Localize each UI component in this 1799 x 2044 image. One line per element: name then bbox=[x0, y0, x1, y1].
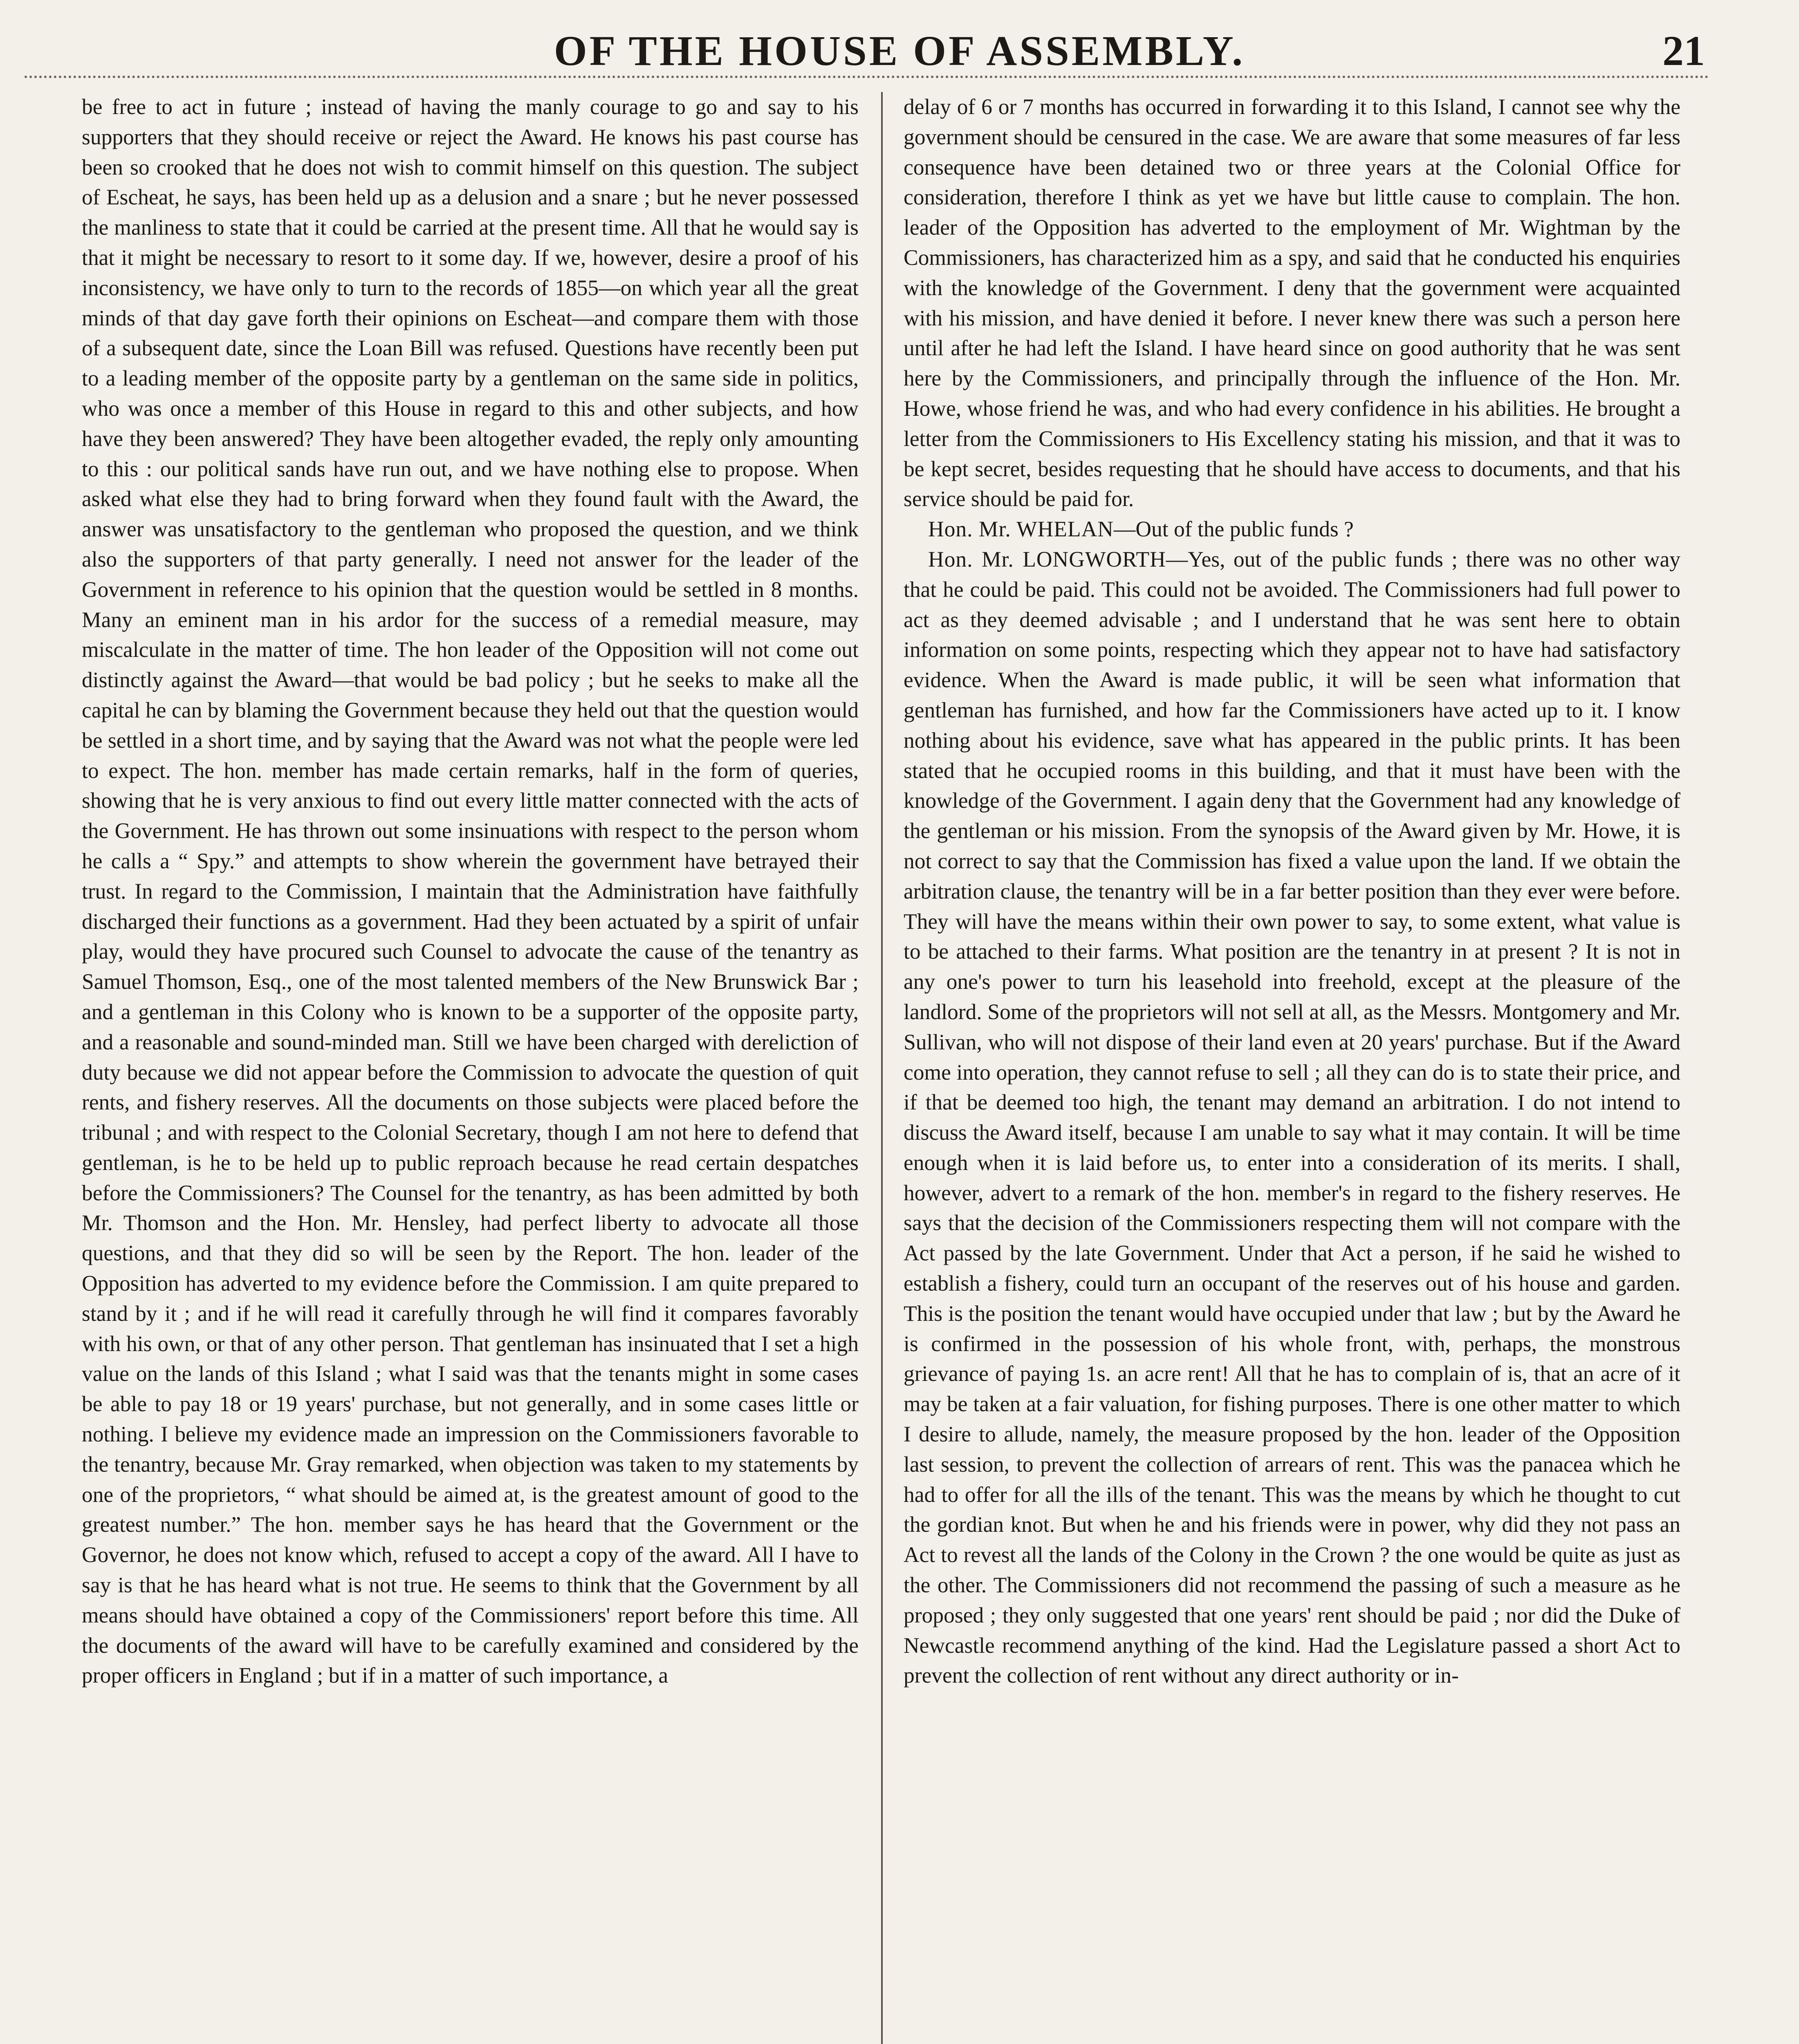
column-divider bbox=[881, 92, 883, 2044]
page-number: 21 bbox=[1662, 27, 1705, 74]
left-column bbox=[82, 92, 859, 2044]
left-paragraph-1: be free to act in future ; instead of having the manly courage to go and say to his supporters that they should receive or reject the Award. He knows his past course has been so crooked that he does not wish to commit himself on this question. The subject of Escheat, he says, has been held up as a delusion and a snare ; but he never possessed the manliness to state that it could be carried at the present time. All that he would say is that it might be necessary to resort to it some day. If we, however, desire a proof of his inconsistency, we have only to turn to the records of 1855—on which year all the great minds of that day gave forth their opinions on Escheat—and compare them with those of a subsequent date, since the Loan Bill was refused. Questions have recently been put to a leading member of the opposite party by a gentleman on the same side in politics, who was once a member of this House in regard to this and other subjects, and how have they been answered? They have been altogether evaded, the reply only amounting to this : our political sands have run out, and we have nothing else to propose. When asked what else they had to bring forward when they found fault with the Award, the answer was unsatisfactory to the gentleman who proposed the question, and we think also the supporters of that party generally. I need not answer for the leader of the Government in reference to his opinion that the question would be settled in 8 months. Many an eminent man in his ardor for the success of a remedial measure, may miscalculate in the matter of time. The hon leader of the Opposition will not come out distinctly against the Award—that would be bad policy ; but he seeks to make all the capital he can by blaming the Government because they held out that the question would be settled in a short time, and by saying that the Award was not what the people were led to expect. The hon. member has made certain remarks, half in the form of queries, showing that he is very anxious to find out every little matter connected with the acts of the Government. He has thrown out some insinuations with respect to the person whom he calls a “ Spy.” and attempts to show wherein the government have betrayed their trust. In regard to the Commission, I maintain that the Administration have faithfully discharged their functions as a government. Had they been actuated by a spirit of unfair play, would they have procured such Counsel to advocate the cause of the tenantry as Samuel Thomson, Esq., one of the most talented members of the New Brunswick Bar ; and a gentleman in this Colony who is known to be a supporter of the opposite party, and a reasonable and sound-minded man. Still we have been charged with dereliction of duty because we did not appear before the Commission to advocate the question of quit rents, and fishery reserves. All the documents on those subjects were placed before the tribunal ; and with respect to the Colonial Secretary, though I am not here to defend that gentleman, is he to be held up to public reproach because he read certain despatches before the Commissioners? The Counsel for the tenantry, as has been admitted by both Mr. Thomson and the Hon. Mr. Hensley, had perfect liberty to advocate all those questions, and that they did so will be seen by the Report. The hon. leader of the Opposition has adverted to my evidence before the Commission. I am quite prepared to stand by it ; and if he will read it carefully through he will find it compares favorably with his own, or that of any other person. That gentleman has insinuated that I set a high value on the lands of this Island ; what I said was that the tenants might in some cases be able to pay 18 or 19 years' purchase, but not generally, and in some cases little or nothing. I believe my evidence made an impression on the Commissioners favorable to the tenantry, because Mr. Gray remarked, when objection was taken to my statements by one of the proprietors, “ what should be aimed at, is the greatest amount of good to the greatest number.” The hon. member says he has heard that the Government or the Governor, he does not know which, refused to accept a copy of the award. All I have to say is that he has heard what is not true. He seems to think that the Government by all means should have obtained a copy of the Commissioners' report before this time. All the documents of the award will have to be carefully examined and considered by the proper officers in England ; but if in a matter of such importance, a bbox=[82, 94, 859, 1688]
right-paragraph-3 bbox=[904, 545, 1680, 1691]
right-paragraph-2 bbox=[904, 514, 1680, 545]
speech-text: —Out of the public funds ? bbox=[1113, 517, 1354, 542]
right-column bbox=[904, 92, 1680, 2044]
page-title: OF THE HOUSE OF ASSEMBLY. bbox=[554, 27, 1245, 74]
speech-text: —Yes, out of the public funds ; there was no other way that he could be paid. This could not be avoided. The Commissioners had full power to act as they deemed advisable ; and I understand that he was sent here to obtain information on some points, respecting which they appear not to have had satisfactory evidence. When the Award is made public, it will be seen what information that gentleman has furnished, and how far the Commissioners have acted up to it. I know nothing about his evidence, save what has appeared in the public prints. It has been stated that he occupied rooms in this building, and that it must have been with the knowledge of the Government. I again deny that the Government had any knowledge of the gentleman or his mission. From the synopsis of the Award given by Mr. Howe, it is not correct to say that the Commission has fixed a value upon the land. If we obtain the arbitration clause, the tenantry will be in a far better position than they ever were before. They will have the means within their own power to say, to some extent, what value is to be attached to their farms. What position are the tenantry in at present ? It is not in any one's power to turn his leasehold into freehold, except at the pleasure of the landlord. Some of the proprietors will not sell at all, as the Messrs. Montgomery and Mr. Sullivan, who will not dispose of their land even at 20 years' purchase. But if the Award come into operation, they cannot refuse to sell ; all they can do is to state their price, and if that be deemed too high, the tenant may demand an arbitration. I do not intend to discuss the Award itself, because I am unable to say what it may contain. It will be time enough when it is laid before us, to enter into a consideration of its merits. I shall, however, advert to a remark of the hon. member's in regard to the fishery reserves. He says that the decision of the Commissioners respecting them will not compare with the Act passed by the late Government. Under that Act a person, if he said he wished to establish a fishery, could turn an occupant of the reserves out of his house and garden. This is the position the tenant would have occupied under that law ; but by the Award he is confirmed in the possession of his whole front, with, perhaps, the monstrous grievance of paying 1s. an acre rent! All that he has to complain of is, that an acre of it may be taken at a fair valuation, for fishing purposes. There is one other matter to which I desire to allude, namely, the measure proposed by the hon. leader of the Opposition last session, to prevent the collection of arrears of rent. This was the panacea which he had to offer for all the ills of the tenant. This was the means by which he thought to cut the gordian knot. But when he and his friends were in power, why did they not pass an Act to revest all the lands of the Colony in the Crown ? the one would be quite as just as the other. The Commissioners did not recommend the passing of such a measure as he proposed ; they only suggested that one years' rent should be paid ; nor did the Duke of Newcastle recommend anything of the kind. Had the Legislature passed a short Act to prevent the collection of rent without any direct authority or in- bbox=[904, 547, 1680, 1688]
header-rule bbox=[25, 76, 1709, 78]
right-paragraph-1: delay of 6 or 7 months has occurred in forwarding it to this Island, I cannot see why the government should be censured in the case. We are aware that some measures of far less consequence have been detained two or three years at the Colonial Office for consideration, therefore I think as yet we have but little cause to complain. The hon. leader of the Opposition has adverted to the employment of Mr. Wightman by the Commissioners, has characterized him as a spy, and said that he conducted his enquiries with the knowledge of the Government. I deny that the government were acquainted with his mission, and have denied it before. I never knew there was such a person here until after he had left the Island. I have heard since on good authority that he was sent here by the Commissioners, and principally through the influence of the Hon. Mr. Howe, whose friend he was, and who had every confidence in his abilities. He brought a letter from the Commissioners to His Excellency stating his mission, and that it was to be kept secret, besides requesting that he should have access to documents, and that his service should be paid for. bbox=[904, 94, 1680, 511]
speaker-whelan: Hon. Mr. WHELAN bbox=[928, 517, 1114, 542]
speaker-longworth: Hon. Mr. LONGWORTH bbox=[928, 547, 1166, 572]
running-head bbox=[94, 22, 1705, 92]
